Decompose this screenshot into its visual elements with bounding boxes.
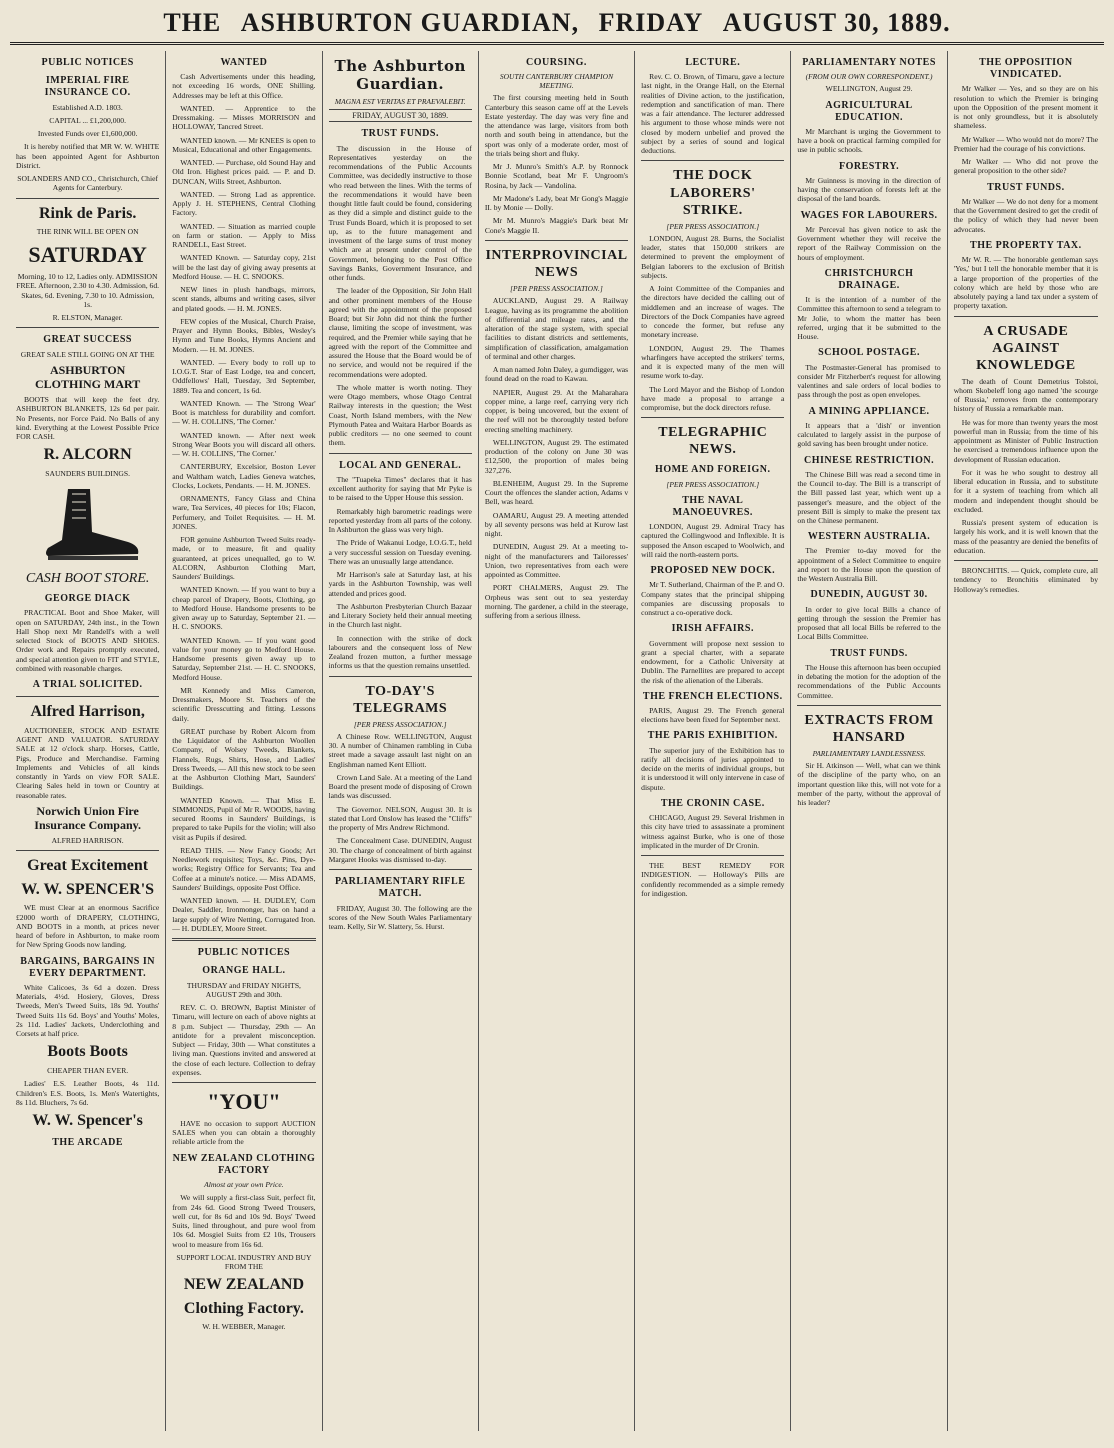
dock-para-4: The Lord Mayor and the Bishop of London have made a proposal to arrange a compromise, but the dock directors refuse. bbox=[641, 384, 785, 413]
wanted-ad: WANTED. — Apprentice to the Dressmaking. — Misses MORRISON and HOLLOWAY, Tancred Street. bbox=[172, 103, 316, 132]
trust-heading-2: TRUST FUNDS. bbox=[830, 647, 908, 659]
orange-hall: ORANGE HALL. bbox=[202, 965, 286, 977]
insurance-body: It is hereby notified that MR W. W. WHITE has been appointed Agent for Ashburton District. bbox=[16, 142, 160, 170]
trust-heading-3: TRUST FUNDS. bbox=[987, 181, 1065, 193]
wanted-ad: WANTED. — Situation as married couple on farm or station. — Apply to Miss RANDELL, East Street. bbox=[172, 221, 316, 250]
trust-para-1: The discussion in the House of Representatives yesterday on the recommendations of the Public Accounts Committee, was decidedly instructive to those who read between the lines. With the terms of the recommendations it would have been thought little fault could be found, considering as they did a simple and distinct guide to the Trust Funds Board, which it is proposed to set up, as to the future management and investment of the large sums of trust money which are at present under control of the Government, belonging to the Post Office Savings Banks, Government Insurance, and other funds. bbox=[328, 143, 472, 283]
dock-heading: THE DOCK LABORERS' STRIKE. bbox=[670, 168, 756, 218]
schools-body: The Postmaster-General has promised to consider Mr Fitzherbert's request for allowing valentines and sale orders of local bodies to pass through the post as open envelopes. bbox=[797, 362, 941, 400]
telegraphic-sub: HOME AND FOREIGN. bbox=[655, 464, 771, 476]
nzcf-body: We will supply a first-class Suit, perfect fit, from 24s 6d. Good Strong Tweed Trousers, well cut, for 8s 6d and 10s 9d. Boys' Tweed Suits, lined throughout, and pure wool from 10s 6d. Mosgiel Suits from £2 10s, Trousers wool to measure from 16s 6d. bbox=[172, 1193, 316, 1249]
column-4 bbox=[479, 51, 635, 1431]
tele-para-4: The Concealment Case. DUNEDIN, August 30. The charge of concealment of birth against Margaret Hooks was dismissed to-day. bbox=[328, 836, 472, 864]
column-1 bbox=[10, 51, 166, 1431]
forestry-body: Mr Guinness is moving in the direction of having the conservation of forests left at the disposal of the land boards. bbox=[797, 175, 941, 204]
interprov-heading: INTERPROVINCIAL NEWS bbox=[485, 247, 628, 281]
insurance-capital: CAPITAL ... £1,200,000. bbox=[49, 115, 126, 125]
chinese-heading: CHINESE RESTRICTION. bbox=[804, 454, 935, 466]
spencer-name: W. W. SPENCER'S bbox=[21, 880, 155, 898]
lecture-heading: LECTURE. bbox=[685, 57, 741, 68]
rifle-body: FRIDAY, August 30. The following are the scores of the New South Wales Parliamentary team. Kelly, Sir W. Slattery, 5s. Hurst. bbox=[328, 903, 472, 932]
wanted-ad: NEW lines in plush handbags, mirrors, scent stands, albums and writing cases, silver and plated goods. — H. M. JONES. bbox=[172, 285, 316, 313]
telegraphic-heading: TELEGRAPHIC NEWS. bbox=[658, 425, 768, 458]
interprov-sub: [PER PRESS ASSOCIATION.] bbox=[510, 284, 603, 294]
opp-para-1: Mr Walker — Yes, and so they are on his resolution to which the Premier is bringing upon the Opposition of the present moment it is not only groundless, but it is absolutely shameless. bbox=[953, 84, 1098, 131]
sale-heading: GREAT SUCCESS bbox=[43, 334, 132, 346]
column-7 bbox=[948, 51, 1104, 1431]
lecture-body: Rev. C. O. Brown, of Timaru, gave a lecture last night, in the Orange Hall, on the Eternal realities of Divine action, to the justification, redemption and sanctification of man. There was a fair attendance. The lecturer addressed his argument to those whose minds were not closed by modern unbelief and proved the subject by a series of sound and logical deductions. bbox=[641, 72, 785, 156]
dock-para-1: LONDON, August 28. Burns, the Socialist leader, states that 150,000 strikers are determined to prevent the employment of Belgian laborers to the exclusion of British subjects. bbox=[641, 233, 785, 280]
trial-solicited: A TRIAL SOLICITED. bbox=[32, 679, 143, 691]
interprov-para-7: DUNEDIN, August 29. At a meeting to-night of the manufacturers and Tailoresses' Union, two representatives from each were appointed as Committee. bbox=[484, 542, 629, 580]
wanted-ad: WANTED Known. — If you want good value for your money go to Medford House. Handsome presents given away up to Saturday, September 21st. — H. C. SNOOKS, Medford House. bbox=[172, 635, 316, 682]
wanted-ad: WANTED known. — After next week Strong Wear Boots you will discard all others. — W. H. COLLINS, 'The Corner.' bbox=[172, 430, 316, 459]
crusade-heading: A CRUSADE AGAINST KNOWLEDGE bbox=[976, 323, 1076, 373]
orange-body: REV. C. O. BROWN, Baptist Minister of Timaru, will lecture on each of above nights at 8 p.m. Subject — Thursday, 29th — An antidote for a prevalent misconception. Subject — Friday, 30th — What constitutes a living man. Questions invited and answered at the close of each lecture. Collection to defray expenses. bbox=[172, 1003, 316, 1077]
paris-body: The superior jury of the Exhibition has to ratify all decisions of juries appointed to decide on the merits of individual groups, but it is understood it will only intervene in case of dispute. bbox=[641, 745, 785, 792]
forestry-heading: FORESTRY. bbox=[838, 160, 900, 172]
interprov-para-6: OAMARU, August 29. A meeting attended by all seventy persons was held at Kurow last night. bbox=[484, 510, 629, 539]
schools-heading: SCHOOL POSTAGE. bbox=[818, 347, 920, 359]
columns bbox=[10, 51, 1104, 1431]
you-body: HAVE no occasion to support AUCTION SALES when you can obtain a thoroughly reliable article from the bbox=[172, 1118, 316, 1147]
notes-sub: (FROM OUR OWN CORRESPONDENT.) bbox=[805, 72, 933, 82]
notes-date: WELLINGTON, August 29. bbox=[825, 84, 913, 94]
dunedin-body: In order to give local Bills a chance of getting through the session the Premier has proposed that all local Bills be referred to the Local Bills Committee. bbox=[797, 604, 941, 642]
insurance-est: Established A.D. 1803. bbox=[52, 102, 123, 112]
coursing-para-1: The first coursing meeting held in South Canterbury this season came off at the Levels Estate yesterday. The day was very fine and the attendance was large, visitors from both north and south being in attendance, but the sport was only of a moderate order, most of the trials being short and fluky. bbox=[484, 93, 629, 158]
crusade-para-3: For it was he who sought to destroy all liberal education in Russia, and to substitute for it a system of teaching from which all modern and independent thought should be excluded. bbox=[953, 467, 1098, 514]
wanted-ad: WANTED Known. — That Miss E. SIMMONDS, Pupil of Mr R. WOODS, having secured Rooms in Saunders' Buildings, is prepared to take Pupils for the violin; will also visit as Pupils if desired. bbox=[172, 795, 316, 842]
column-3 bbox=[323, 51, 479, 1431]
sale-sub: GREAT SALE STILL GOING ON AT THE bbox=[20, 349, 155, 359]
interprov-para-2: A man named John Daley, a gumdigger, was found dead on the road to Kawau. bbox=[484, 365, 629, 384]
wanted-ad: WANTED. — Every body to roll up to I.O.G.T. Star of East Lodge, tea and concert, Oddfellows' Hall, Tuesday, 3rd September, 1889. Tea and concert, 1s 6d. bbox=[172, 357, 316, 395]
coursing-para-2: Mr J. Munro's Smith's A.P. by Ronnock Bonnie Scotland, beat Mr F. Ungroom's Rosina, by Jack — Vandolina. bbox=[484, 162, 629, 190]
cronin-heading: THE CRONIN CASE. bbox=[660, 797, 765, 809]
alcorn-name: R. ALCORN bbox=[43, 446, 132, 464]
coursing-sub: SOUTH CANTERBURY CHAMPION MEETING. bbox=[499, 72, 614, 91]
motto: MAGNA EST VERITAS ET PRAEVALEBIT. bbox=[334, 96, 466, 106]
sale-body: BOOTS that will keep the feet dry. ASHBURTON BLANKETS, 12s 6d per pair. No Presents, nor Force Paid. No Balls of any kind. Everything at the Lowest Possible Price FOR CASH. bbox=[16, 395, 160, 442]
rifle-heading: PARLIAMENTARY RIFLE MATCH. bbox=[335, 876, 466, 900]
diack-name: GEORGE DIACK bbox=[44, 593, 131, 605]
holloway-ad: THE BEST REMEDY FOR INDIGESTION. — Holloway's Pills are confidently recommended as a simple remedy for indigestion. bbox=[641, 861, 785, 898]
naval-body: LONDON, August 29. Admiral Tracy has captured the Collingwood and Inflexible. It is supposed the Anson escaped to Woolwich, and will raid the north-eastern ports. bbox=[641, 522, 785, 559]
local-para-2: Remarkably high barometric readings were reported yesterday from all parts of the colony. In Ashburton the glass was very high. bbox=[328, 506, 472, 535]
dock-para-2: A Joint Committee of the Companies and the directors have decided the calling out of middlemen and an increase of wages. The Directors of the Dock Companies have agreed to concede the former, but refuse any monetary increase. bbox=[641, 284, 785, 340]
wanted-ad: Cash Advertisements under this heading, not exceeding 16 words, ONE Shilling. Addresses may be left at this Office. bbox=[172, 72, 316, 100]
trust-body-2: The House this afternoon has been occupied in debating the motion for the adoption of the recommendations of the Public Accounts Committee. bbox=[797, 662, 941, 700]
crusade-para-4: Russia's present system of education is largely his work, and it is well known that the mass of the peasantry are denied the benefits of education. bbox=[953, 518, 1098, 555]
wages-body: Mr Perceval has given notice to ask the Government whether they will receive the report of the Railway Commission on the hours of employment. bbox=[797, 224, 941, 262]
telegraphic-sub2: [PER PRESS ASSOCIATION.] bbox=[666, 479, 760, 489]
wa-body: The Premier to-day moved for the appointment of a Select Committee to enquire and report to the House upon the question of the Western Australia Bill. bbox=[797, 546, 941, 584]
local-heading: LOCAL AND GENERAL. bbox=[339, 459, 462, 471]
wanted-ad: GREAT purchase by Robert Alcorn from the Liquidator of the Ashburton Woollen Company, of Wolsey Tweeds, Blankets, Flannels, Rugs, Shirts, Hose, and Ladies' Dress Tweeds, — All this new stock to be seen at the Ashburton Clothing Mart, Saunders' Buildings. bbox=[172, 726, 316, 792]
dock-para-3: LONDON, August 29. The Thames wharfingers have accepted the strikers' terms, and it is expected many of the men will resume work to-day. bbox=[641, 343, 785, 381]
harrison-name: Alfred Harrison, bbox=[30, 703, 145, 721]
harrison-sig: ALFRED HARRISON. bbox=[51, 836, 124, 846]
coursing-para-3: Mr Madone's Lady, beat Mr Gong's Maggie II. by Monie — Dolly. bbox=[484, 193, 629, 213]
wanted-heading: WANTED bbox=[220, 57, 268, 68]
cash-boot-store: CASH BOOT STORE. bbox=[25, 571, 150, 587]
agri-body: Mr Marchant is urging the Government to have a book on practical farming compiled for use in public schools. bbox=[797, 126, 941, 155]
wanted-ads bbox=[172, 72, 315, 933]
crusade-para-1: The death of Count Demetrius Tolstoi, whom Skobeleff long ago named 'the scourge of Russia,' removes from the contemporary history of Russia a remarkable man. bbox=[953, 376, 1098, 414]
rink-title: Rink de Paris. bbox=[38, 204, 137, 222]
trust-para-3: The whole matter is worth noting. They were Otago members, whose Otago Central Railway interests in the question; the West Coast, North Island members, with the New Plymouth Patea and Waitara Harbor Boards as public creditors — no one seemed to count them. bbox=[328, 382, 472, 448]
chinese-body: The Chinese Bill was read a second time in the Council to-day. The Bill is a transcript of the Bill passed last year, which went up a passenger's measure, and the object of the present Bill is simply to make the present tax on the Chinese permanent. bbox=[797, 469, 941, 526]
cronin-body: CHICAGO, August 29. Several Irishmen in this city have tried to assassinate a prominent witness against Burke, who is one of those implicated in the murder of Dr Cronin. bbox=[641, 813, 785, 850]
spencer-footer: W. W. Spencer's bbox=[32, 1112, 143, 1129]
french-body: PARIS, August 29. The French general elections have been fixed for September next. bbox=[641, 705, 785, 725]
wanted-ad: CANTERBURY, Excelsior, Boston Lever and Waltham watch, Ladies Geneva watches, Clocks, Lockets, Pendants. — H. M. JONES. bbox=[172, 462, 316, 490]
masthead-the: THE bbox=[163, 8, 222, 37]
wages-heading: WAGES FOR LABOURERS. bbox=[800, 209, 938, 221]
agri-heading: AGRICULTURAL EDUCATION. bbox=[825, 99, 913, 123]
boots-head: Boots Boots bbox=[47, 1043, 128, 1061]
paris-heading: THE PARIS EXHIBITION. bbox=[647, 730, 778, 742]
boots-list: Ladies' E.S. Leather Boots, 4s 11d. Children's E.S. Boots, 1s. Men's Watertights, 8s 11d. Bluchers, 7s 6d. bbox=[16, 1079, 160, 1107]
notes-heading: PARLIAMENTARY NOTES bbox=[802, 57, 936, 68]
wanted-ad: WANTED Known. — The 'Strong Wear' Boot is matchless for durability and comfort. — W. H. COLLINS, 'The Corner.' bbox=[172, 398, 316, 427]
orange-days: THURSDAY and FRIDAY NIGHTS, AUGUST 29th and 30th. bbox=[186, 980, 301, 999]
mining-body: It appears that a 'dish' or invention calculated to largely assist in the purpose of gold saving has been brought under notice. bbox=[797, 420, 941, 449]
local-para-6: In connection with the strike of dock labourers and the consequent loss of New Zealand frozen mutton, a further message informs us that the question remains unsettled. bbox=[328, 633, 472, 671]
insurance-funds: Invested Funds over £1,600,000. bbox=[37, 129, 138, 139]
nzcf-price: Almost at your own Price. bbox=[204, 1180, 284, 1190]
rink-intro: THE RINK WILL BE OPEN ON bbox=[36, 227, 139, 237]
local-para-1: The "Tuapeka Times" declares that it has excellent authority for saying that Mr Pyke is to be raised to the Upper House this session. bbox=[328, 474, 472, 503]
webber: W. H. WEBBER, Manager. bbox=[202, 1322, 286, 1332]
paper-title: The Ashburton Guardian. bbox=[334, 57, 466, 94]
prop-body: Mr W. R. — The honorable gentleman says 'Yes,' but I tell the honorable member that it is a large proportion of the properties of the colony which are held by those who are absolutely paying a land tax under a system of property taxation. bbox=[953, 255, 1098, 311]
tele-para-1: A Chinese Row. WELLINGTON, August 30. A number of Chinamen rambling in Cuba street made a savage assault last night on an Englishman named Kent Elliott. bbox=[328, 731, 472, 769]
local-para-3: The Pride of Wakanui Lodge, I.O.G.T., held a very successful session on Tuesday evening. There was an unusually large attendance. bbox=[328, 538, 472, 566]
dock-sub: [PER PRESS ASSOCIATION.] bbox=[666, 221, 760, 231]
wanted-ad: ORNAMENTS, Fancy Glass and China ware, Tea Services, 40 pieces for 10s; Flacon, Perfumery, and Toilet Requisites. — H. M. JONES. bbox=[172, 494, 316, 531]
tele-para-2: Crown Land Sale. At a meeting of the Land Board the present mode of disposing of Crown lands was discussed. bbox=[328, 772, 472, 801]
bargains-head: BARGAINS, BARGAINS IN EVERY DEPARTMENT. bbox=[20, 955, 155, 979]
wanted-ad: WANTED Known. — If you want to buy a cheap parcel of Drapery, Boots, Clothing, go to Medford House. Handsome presents to be given away up to Saturday, September 21. — H. C. SNOOKS. bbox=[172, 585, 316, 632]
interprov-para-3: NAPIER, August 29. At the Maharahara copper mine, a large reef, carrying very rich copper, is being uncovered, but the extent of the reef will not be thoroughly tested before erecting smelting machinery. bbox=[484, 387, 629, 434]
wanted-ad: READ THIS. — New Fancy Goods; Art Needlework requisites; Toys, &c. Pins, Dye-works; Registry Office for Servants; Tea and Coffee at a minute's notice. — Miss ADAMS, Saunders' Buildings, opposite Post Office. bbox=[172, 845, 316, 892]
wanted-ad: WANTED. — Purchase, old Sound Hay and Old Iron. Highest prices paid. — P. and D. DUNCAN, Wills Street, Ashburton. bbox=[172, 158, 316, 186]
spencer-body: WE must Clear at an enormous Sacrifice £2000 worth of DRAPERY, CLOTHING, AND BOOTS in a month, at prices never heard of before in Ashburton, to make room for New Spring Goods now landing. bbox=[16, 903, 160, 950]
wanted-ad: WANTED known. — H. DUDLEY, Corn Dealer, Saddler, Ironmonger, has on hand a large supply of Wire Netting, Corrugated Iron. — H. DUDLEY, Moore Street. bbox=[172, 896, 316, 933]
masthead-date: AUGUST 30, 1889. bbox=[722, 8, 951, 37]
hansard-heading: EXTRACTS FROM HANSARD bbox=[804, 712, 934, 745]
masthead bbox=[10, 8, 1104, 45]
drainage-body: It is the intention of a number of the Committee this afternoon to send a telegram to Mr Jolie, to whom the matter has been referred, urging that it be submitted to the House. bbox=[797, 295, 941, 342]
clothing-factory: Clothing Factory. bbox=[183, 1299, 304, 1317]
coursing-para-4: Mr M. Munro's Maggie's Dark beat Mr Cone's Maggie II. bbox=[484, 216, 629, 235]
dock-prop-body: Mr T. Sutherland, Chairman of the P. and O. Company states that the principal shipping companies are discussing proposals to construct a co-operative dock. bbox=[641, 580, 785, 618]
wanted-ad: WANTED Known. — Saturday copy, 21st will be the last day of giving away presents at Medford House. — H. C. SNOOKS. bbox=[172, 253, 316, 281]
you-head: "YOU" bbox=[207, 1089, 281, 1115]
dock-prop-heading: PROPOSED NEW DOCK. bbox=[650, 565, 776, 577]
opp-para-2: Mr Walker — Who would not do more? The Premier had the courage of his convictions. bbox=[953, 134, 1098, 153]
irish-body: Government will propose next session to grant a special charter, with a separate endowment, for a Catholic University at Dublin. The Parnellites are prepared to accept the risk of the alienation of the Liberals. bbox=[641, 638, 785, 685]
opp-para-3: Mr Walker — Who did not prove the general proposition to the other side? bbox=[953, 157, 1098, 176]
column-2 bbox=[166, 51, 322, 1431]
excitement-head: Great Excitement bbox=[27, 857, 149, 875]
column-5 bbox=[635, 51, 791, 1431]
wanted-ad: FOR genuine Ashburton Tweed Suits ready-made, or to measure, fit and quality guaranteed, at prices unequalled, go to W. ALCORN, Ashburton Clothing Mart, Saunders' Buildings. bbox=[172, 535, 316, 582]
wanted-ad: WANTED known. — Mr KNEES is open to Musical, Educational and other Engagements. bbox=[172, 135, 316, 154]
local-para-4: Mr Harrison's sale at Saturday last, at his yards in the Ashburton Township, was well attended and prices good. bbox=[328, 570, 472, 598]
mining-heading: A MINING APPLIANCE. bbox=[808, 405, 930, 417]
interprov-para-5: BLENHEIM, August 29. In the Supreme Court the offences the slander action, Adams v Bell, was heard. bbox=[484, 478, 629, 507]
french-heading: THE FRENCH ELECTIONS. bbox=[642, 690, 783, 702]
crusade-para-2: He was for more than twenty years the most powerful man in Russia; from the time of his appointment as Minister of Public Instruction he exercised a tremendous influence upon the development of Russian education. bbox=[953, 417, 1098, 464]
support-line: SUPPORT LOCAL INDUSTRY AND BUY FROM THE bbox=[176, 1252, 312, 1272]
opp-heading: THE OPPOSITION VINDICATED. bbox=[979, 57, 1073, 81]
wa-heading: WESTERN AUSTRALIA. bbox=[807, 531, 931, 543]
trust-para-2: The leader of the Opposition, Sir John Hall and other prominent members of the House agreed with the appointment of the proposed Board; but Sir John did not think the further clause, limiting the scope of investment, was required, and the Premier while saying that he agreed with the report of the Committee and assured the House that the Board would be of no service, and would not be required if the recommendations were adopted. bbox=[328, 286, 472, 379]
insurance-agents: SOLANDERS AND CO., Christchurch, Chief Agents for Canterbury. bbox=[17, 174, 158, 193]
alcorn-addr: SAUNDERS BUILDINGS. bbox=[45, 468, 131, 478]
interprov-para-8: PORT CHALMERS, August 29. The Orpheus was sent out to sea yesterday morning. The gardener, a child in the steerage, suffering from a serious illness. bbox=[484, 583, 629, 621]
trust-heading: TRUST FUNDS. bbox=[361, 128, 439, 140]
hansard-sub: PARLIAMENTARY LANDLESSNESS. bbox=[812, 748, 926, 758]
wanted-ad: WANTED. — Strong Lad as apprentice. Apply J. H. STEPHENS, Central Clothing Factory. bbox=[172, 189, 316, 218]
rink-times: Morning, 10 to 12, Ladies only. ADMISSION FREE. Afternoon, 2.30 to 4.30. Admission, 6d. Skates, 6d. Evening, 7.30 to 10. Admission, 1s. bbox=[16, 272, 160, 309]
cheaper-head: CHEAPER THAN EVER. bbox=[47, 1066, 129, 1075]
hansard-body: Sir H. Atkinson — Well, what can we think of the discipline of the party who, on an important question like this, will not vote for a member of the party, without the approval of his leader? bbox=[797, 761, 941, 808]
prop-heading: THE PROPERTY TAX. bbox=[970, 239, 1082, 251]
irish-heading: IRISH AFFAIRS. bbox=[671, 623, 754, 635]
interprov-para-4: WELLINGTON, August 29. The estimated production of the colony on June 30 was £12,500, the proportion of males being 327,276. bbox=[484, 437, 629, 475]
wanted-ad: MR Kennedy and Miss Cameron, Dressmakers, Moore St. Teachers of the scientific Dresscutting and fitting. Lessons daily. bbox=[172, 685, 316, 723]
telegrams-heading: TO-DAY'S TELEGRAMS bbox=[353, 683, 448, 716]
insurance-title: IMPERIAL FIRE INSURANCE CO. bbox=[44, 75, 131, 99]
naval-heading: THE NAVAL MANOEUVRES. bbox=[672, 494, 753, 518]
boot-illustration bbox=[28, 484, 148, 564]
masthead-day: FRIDAY bbox=[598, 8, 704, 37]
wanted-ad: FEW copies of the Musical, Church Praise, Prayer and Hymn Books, Bibles, Wesley's Hymn and Tune Books, Hymns Ancient and Modern. — H. M. JONES. bbox=[172, 316, 316, 354]
rink-day: SATURDAY bbox=[28, 242, 147, 268]
nz-line: NEW ZEALAND bbox=[183, 1276, 304, 1294]
bargain-list: White Calicoes, 3s 6d a dozen. Dress Materials, 4½d. Hosiery, Gloves, Dress Tweeds, Men's Tweed Suits, 18s 9d. Youths' Tweed Suits 11s 6d. Boys' and Youths' Moles, 2s 11d. Ladies' Jackets, Underclothing and Corsets at half price. bbox=[16, 982, 160, 1039]
norwich-union: Norwich Union Fire Insurance Company. bbox=[34, 803, 141, 833]
local-para-5: The Ashburton Presbyterian Church Bazaar and Literary Society held their annual meeting in the Church last night. bbox=[328, 601, 472, 630]
bronchitis-ad: BRONCHITIS. — Quick, complete cure, all tendency to Bronchitis eliminated by Holloway's remedies. bbox=[953, 566, 1098, 594]
tele-para-3: The Governor. NELSON, August 30. It is stated that Lord Onslow has leased the "Cliffs" the property of Mrs Andrew Richmond. bbox=[328, 804, 472, 833]
date-line: FRIDAY, AUGUST 30, 1889. bbox=[329, 109, 472, 123]
notices-heading: PUBLIC NOTICES bbox=[41, 57, 134, 68]
trust-body-3: Mr Walker — We do not deny for a moment that the Government desired to get the credit of the policy of which they had never been advocates. bbox=[953, 196, 1098, 234]
diack-body: PRACTICAL Boot and Shoe Maker, will open on SATURDAY, 24th inst., in the Town Hall Shop next Mr Randell's with a well selected Stock of BOOTS AND SHOES. Order work and Repairs promptly executed, and special attention given to FIT and STYLE, combined with reasonable charges. bbox=[16, 608, 160, 673]
interprov-para-1: AUCKLAND, August 29. A Railway League, having as its programme the abolition of differential and mileage rates, and the alteration of the stage system, with special facilities to distant districts and settlements, simplification of classification, amalgamation of terminal and other charges. bbox=[484, 296, 629, 361]
rink-manager: R. ELSTON, Manager. bbox=[52, 313, 123, 323]
telegrams-sub: [PER PRESS ASSOCIATION.] bbox=[353, 719, 447, 729]
sale-name: ASHBURTON CLOTHING MART bbox=[35, 362, 141, 392]
nzcf-head: NEW ZEALAND CLOTHING FACTORY bbox=[172, 1152, 316, 1176]
column-6 bbox=[791, 51, 947, 1431]
harrison-body: AUCTIONEER, STOCK AND ESTATE AGENT AND VALUATOR. SATURDAY SALE at 12 o'clock sharp. Horses, Cattle, Pigs, Produce and Merchandise. Farming Implements and Vehicles of all kinds constantly in Yards on view FOR SALE. Clearing Sales held in town or Country at reasonable rates. bbox=[16, 725, 160, 800]
notices-heading-2: PUBLIC NOTICES bbox=[197, 947, 291, 959]
dunedin-heading: DUNEDIN, AUGUST 30. bbox=[810, 589, 928, 601]
arcade: THE ARCADE bbox=[52, 1136, 124, 1148]
masthead-title: ASHBURTON GUARDIAN, bbox=[240, 8, 580, 37]
drainage-heading: CHRISTCHURCH DRAINAGE. bbox=[824, 267, 914, 292]
coursing-heading: COURSING. bbox=[526, 57, 587, 68]
